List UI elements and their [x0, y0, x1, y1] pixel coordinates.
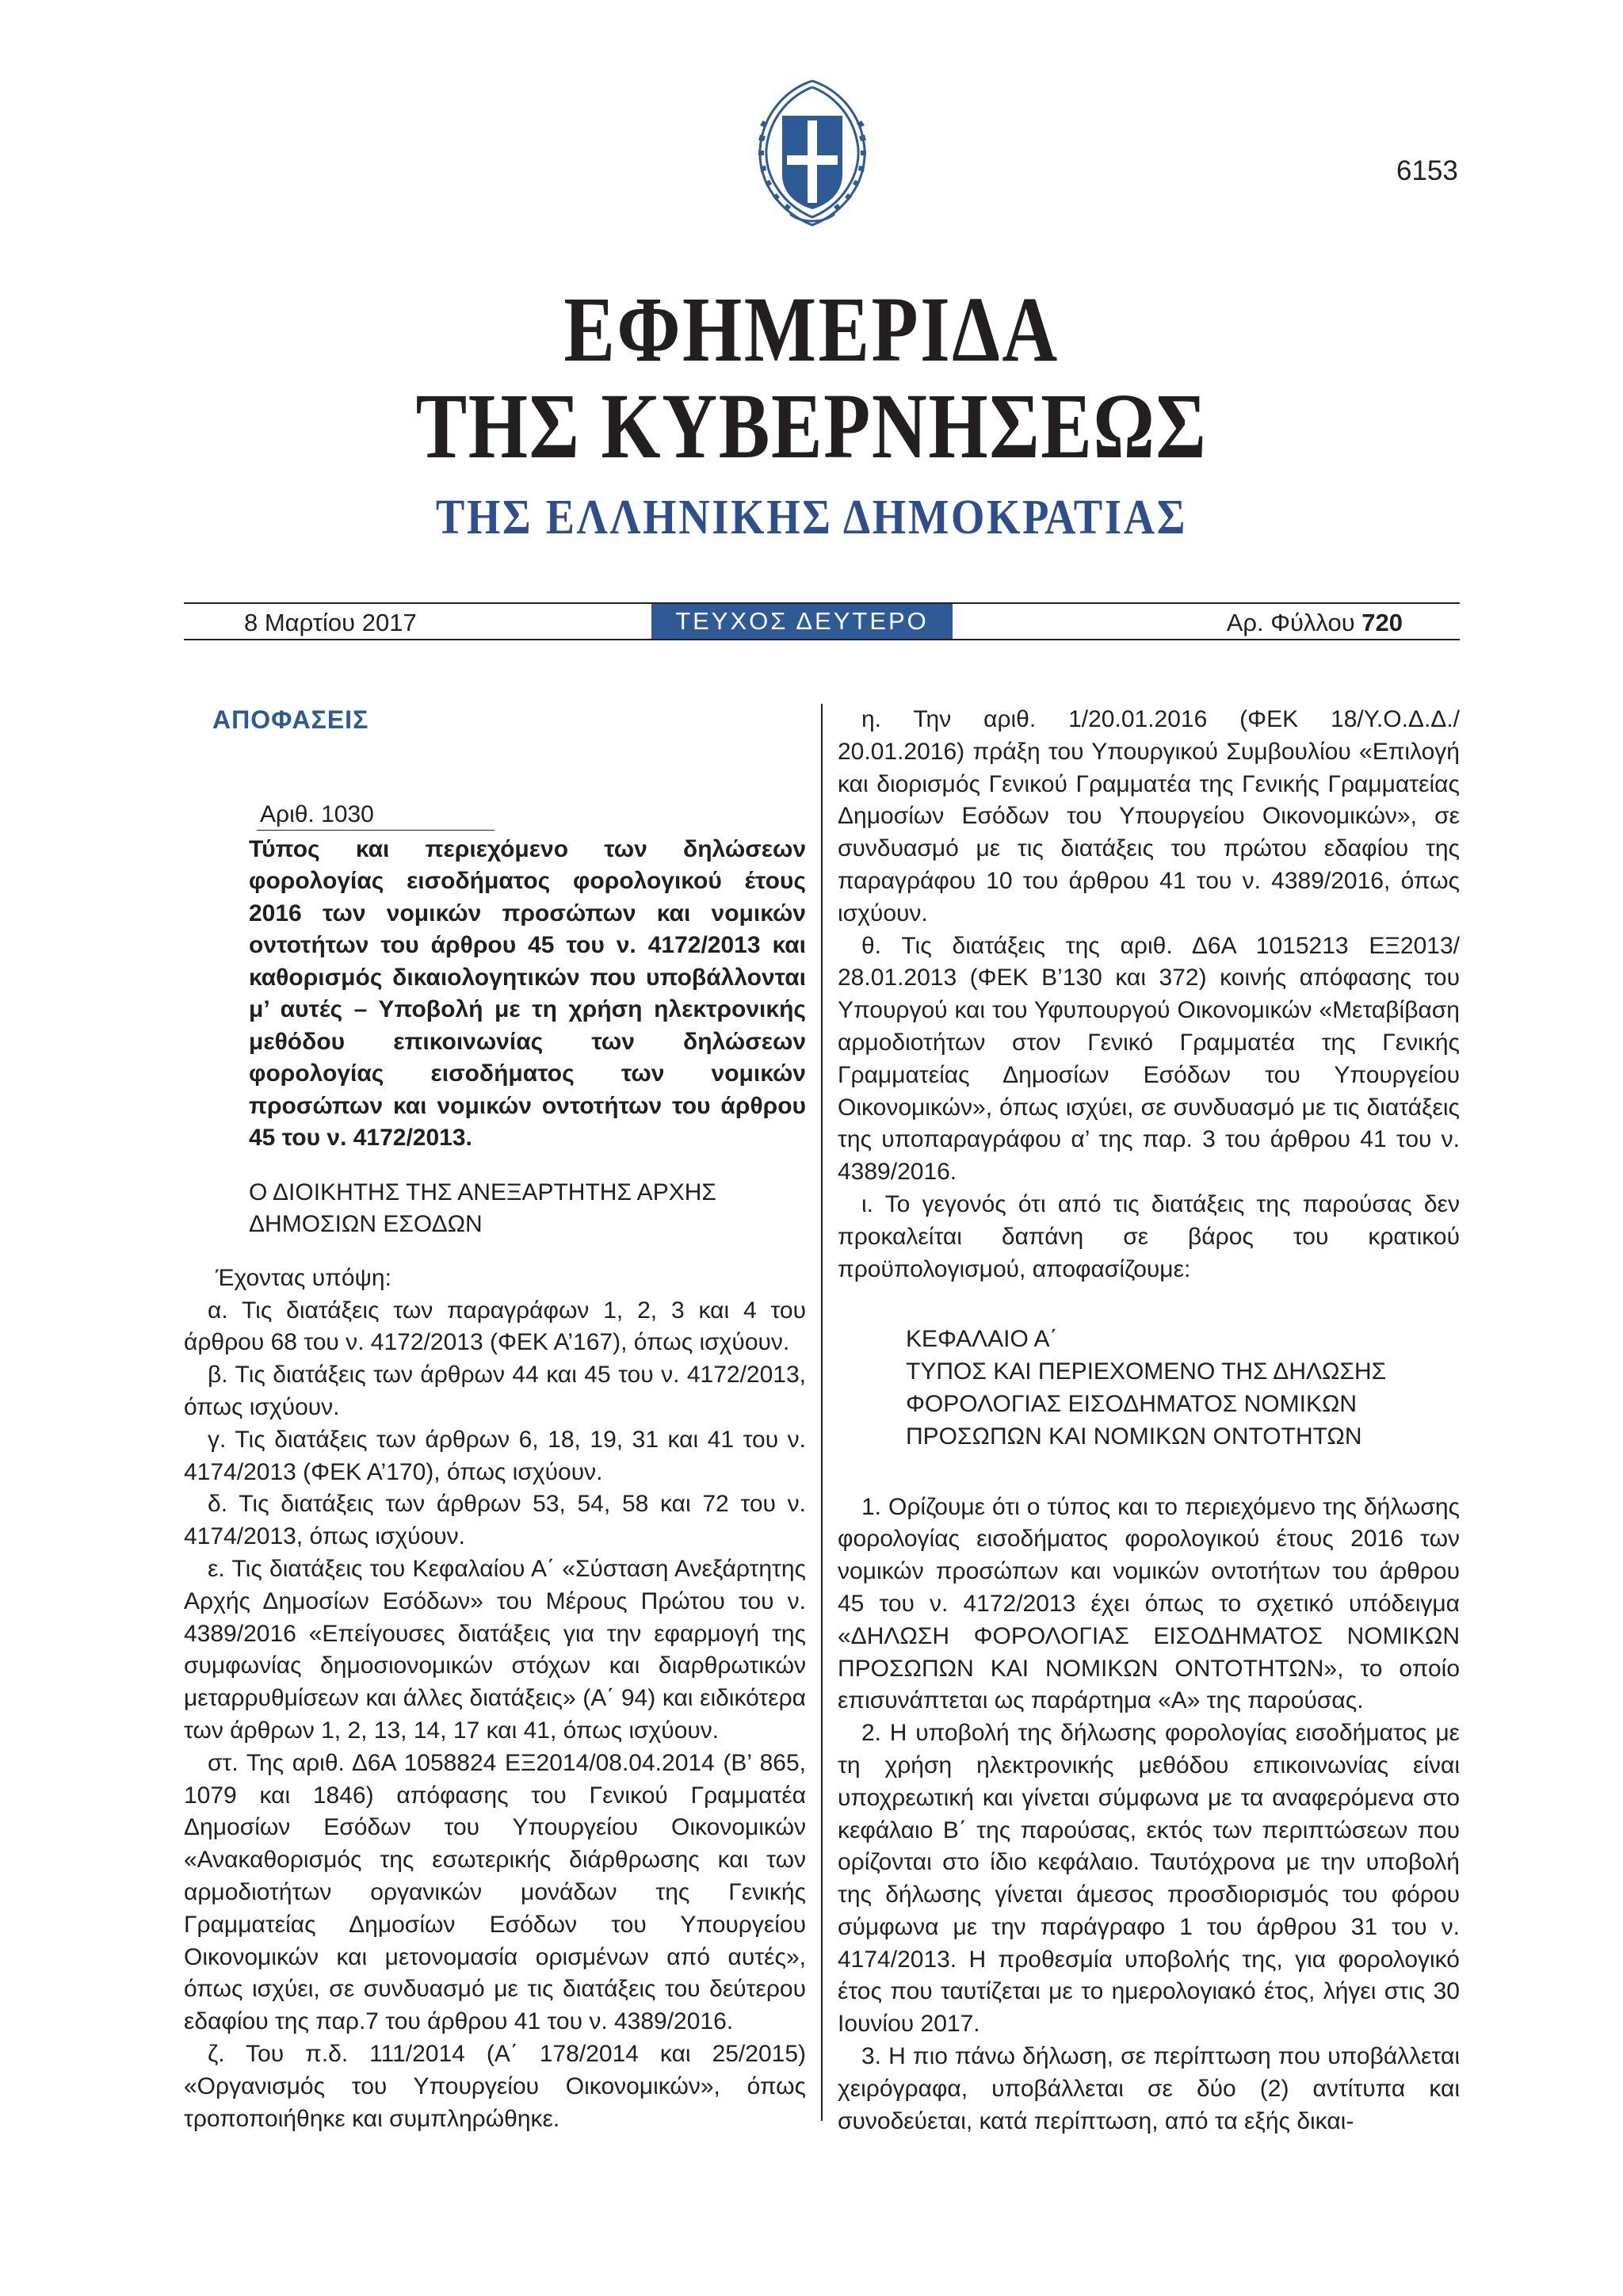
- sheet-number-label: Αρ. Φύλλου: [1226, 609, 1362, 636]
- article-paragraph: 3. Η πιο πάνω δήλωση, σε περίπτωση που υποβάλλεται χειρόγραφα, υποβάλλεται σε δύο (2) αντίτυπα και συνοδεύεται, κατά περίπτωση, από τα εξής δικαι-: [838, 2043, 1460, 2134]
- masthead-bottom-rule: [184, 639, 1460, 640]
- issuing-authority-line: ΔΗΜΟΣΙΩΝ ΕΣΟΔΩΝ: [249, 1210, 483, 1237]
- decision-title: Τύπος και περιεχόμενο των δηλώσεων φορολογίας εισοδήματος φορολογικού έτους 2016 των νομικών προσώπων και νομικών οντοτήτων του άρθρου 45 του ν. 4172/2013 και καθορισμός δικαιολογητικών που υποβάλλονται μ’ αυτές – Υποβολή με τη χρήση ηλεκτρονικής μεθόδου επικοινωνίας των δηλώσεων φορολογίας εισοδήματος των νομικών προσώπων και νομικών οντοτήτων του άρθρου 45 του ν. 4172/2013.: [249, 835, 806, 1152]
- considering-intro: Έχοντας υπόψη:: [216, 1264, 391, 1291]
- legal-basis-item: στ. Της αριθ. Δ6Α 1058824 ΕΞ2014/08.04.2014 (Β’ 865, 1079 και 1846) απόφασης του Γενικού Γραμματέα Δημοσίων Εσόδων του Υπουργείου Οικονομικών «Ανακαθορισμός της εσωτερικής διάρθρωσης και των αρμοδιοτήτων οργανικών μονάδων της Γενικής Γραμματείας Δημοσίων Εσόδων του Υπουργείου Οικονομικών και μετονομασία ορισμένων από αυτές», όπως ισχύει, σε συνδυασμό με τις διατάξεις του δεύτερου εδαφίου της παρ.7 του άρθρου 41 του ν. 4389/2016.: [184, 1749, 806, 2035]
- gazette-title-line2: ΤΗΣ ΚΥΒΕΡΝΗΣΕΩΣ: [415, 374, 1208, 478]
- chapter-heading: [906, 1324, 1460, 1453]
- greek-coat-of-arms-icon: [741, 73, 884, 231]
- section-heading: ΑΠΟΦΑΣΕΙΣ: [212, 705, 369, 734]
- issuing-authority-line: Ο ΔΙΟΙΚΗΤΗΣ ΤΗΣ ΑΝΕΞΑΡΤΗΤΗΣ ΑΡΧΗΣ: [249, 1179, 716, 1205]
- legal-basis-item: β. Τις διατάξεις των άρθρων 44 και 45 του ν. 4172/2013, όπως ισχύουν.: [184, 1362, 806, 1420]
- legal-basis-item: γ. Τις διατάξεις των άρθρων 6, 18, 19, 31 και 41 του ν. 4174/2013 (ΦΕΚ Α’170), όπως ισχύουν.: [184, 1426, 806, 1485]
- chapter-heading-line: ΠΡΟΣΩΠΩΝ ΚΑΙ ΝΟΜΙΚΩΝ ΟΝΤΟΤΗΤΩΝ: [906, 1423, 1362, 1450]
- legal-basis-item: ζ. Του π.δ. 111/2014 (Α΄ 178/2014 και 25/2015) «Οργανισμός του Υπουργείου Οικονομικών», όπως τροποποιήθηκε και συμπληρώθηκε.: [184, 2040, 806, 2132]
- chapter-heading-line: ΚΕΦΑΛΑΙΟ Α΄: [906, 1326, 1058, 1353]
- left-column: [184, 704, 806, 2135]
- decision-number: Αριθ. 1030: [257, 800, 495, 831]
- page-number: 6153: [1396, 155, 1458, 186]
- legal-basis-item: ι. Το γεγονός ότι από τις διατάξεις της παρούσας δεν προκαλείται δαπάνη σε βάρος του κρατικού προϋπολογισμού, αποφασίζουμε:: [838, 1190, 1460, 1282]
- chapter-heading-line: ΦΟΡΟΛΟΓΙΑΣ ΕΙΣΟΔΗΜΑΤΟΣ ΝΟΜΙΚΩΝ: [906, 1390, 1358, 1417]
- issue-date: 8 Μαρτίου 2017: [244, 609, 417, 636]
- legal-basis-item: δ. Τις διατάξεις των άρθρων 53, 54, 58 και 72 του ν. 4174/2013, όπως ισχύουν.: [184, 1491, 806, 1550]
- legal-basis-item: θ. Τις διατάξεις της αριθ. Δ6Α 1015213 ΕΞ2013/ 28.01.2013 (ΦΕΚ Β’130 και 372) κοινής απόφασης του Υπουργού και του Υφυπουργού Οικονομικών «Μεταβίβαση αρμοδιοτήτων στον Γενικό Γραμματέα της Γενικής Γραμματείας Δημοσίων Εσόδων του Υπουργείου Οικονομικών», όπως ισχύει, σε συνδυασμό με τις διατάξεις της υποπαραγράφου α’ της παρ. 3 του άρθρου 41 του ν. 4389/2016.: [838, 932, 1460, 1186]
- gazette-subtitle: ΤΗΣ ΕΛΛΗΝΙΚΗΣ ΔΗΜΟΚΡΑΤΙΑΣ: [435, 491, 1188, 544]
- sheet-number-value: 720: [1361, 609, 1403, 636]
- legal-basis-item: η. Την αριθ. 1/20.01.2016 (ΦΕΚ 18/Υ.Ο.Δ.Δ./ 20.01.2016) πράξη του Υπουργικού Συμβουλίου «Επιλογή και διορισμός Γενικού Γραμματέα της Γενικής Γραμματείας Δημοσίων Εσόδων του Υπουργείου Οικονομικών», σε συνδυασμό με τις διατάξεις του πρώτου εδαφίου της παραγράφου 10 του άρθρου 41 του ν. 4389/2016, όπως ισχύουν.: [838, 706, 1460, 926]
- issuing-authority: [249, 1177, 806, 1240]
- series-badge: ΤΕΥΧΟΣ ΔΕΥΤΕΡΟ: [651, 604, 953, 639]
- chapter-heading-line: ΤΥΠΟΣ ΚΑΙ ΠΕΡΙΕΧΟΜΕΝΟ ΤΗΣ ΔΗΛΩΣΗΣ: [906, 1358, 1387, 1385]
- column-divider: [821, 704, 823, 2121]
- sheet-number: [1227, 609, 1403, 637]
- legal-basis-item: ε. Τις διατάξεις του Κεφαλαίου Α΄ «Σύσταση Ανεξάρτητης Αρχής Δημοσίων Εσόδων» του Μέρους Πρώτου του ν. 4389/2016 «Επείγουσες διατάξεις για την εφαρμογή της συμφωνίας δημοσιονομικών στόχων και διαρθρωτικών μεταρρυθμίσεων και άλλες διατάξεις» (Α΄ 94) και ειδικότερα των άρθρων 1, 2, 13, 14, 17 και 41, όπως ισχύουν.: [184, 1555, 806, 1744]
- legal-basis-item: α. Τις διατάξεις των παραγράφων 1, 2, 3 και 4 του άρθρου 68 του ν. 4172/2013 (ΦΕΚ Α’167), όπως ισχύουν.: [184, 1297, 806, 1356]
- right-column: [838, 704, 1460, 2137]
- gazette-title-line1: ΕΦΗΜΕΡΙΔΑ: [563, 277, 1060, 381]
- article-paragraph: 2. Η υποβολή της δήλωσης φορολογίας εισοδήματος με τη χρήση ηλεκτρονικής μεθόδου επικοινωνίας είναι υποχρεωτική και γίνεται σύμφωνα με τα αναφερόμενα στο κεφάλαιο Β΄ της παρούσας, εκτός των περιπτώσεων που ορίζονται στο ίδιο κεφάλαιο. Ταυτόχρονα με την υποβολή της δήλωσης γίνεται άμεσος προσδιορισμός του φόρου σύμφωνα με την παράγραφο 1 του άρθρου 31 του ν. 4174/2013. Η προθεσμία υποβολής της, για φορολογικό έτος που ταυτίζεται με το ημερολογιακό έτος, λήγει στις 30 Ιουνίου 2017.: [838, 1720, 1460, 2038]
- article-paragraph: 1. Ορίζουμε ότι ο τύπος και το περιεχόμενο της δήλωσης φορολογίας εισοδήματος φορολογικού έτους 2016 των νομικών προσώπων και νομικών οντοτήτων του άρθρου 45 του ν. 4172/2013 έχει όπως το σχετικό υπόδειγμα «ΔΗΛΩΣΗ ΦΟΡΟΛΟΓΙΑΣ ΕΙΣΟΔΗΜΑΤΟΣ ΝΟΜΙΚΩΝ ΠΡΟΣΩΠΩΝ ΚΑΙ ΝΟΜΙΚΩΝ ΟΝΤΟΤΗΤΩΝ», το οποίο επισυνάπτεται ως παράρτημα «Α» της παρούσας.: [838, 1493, 1460, 1714]
